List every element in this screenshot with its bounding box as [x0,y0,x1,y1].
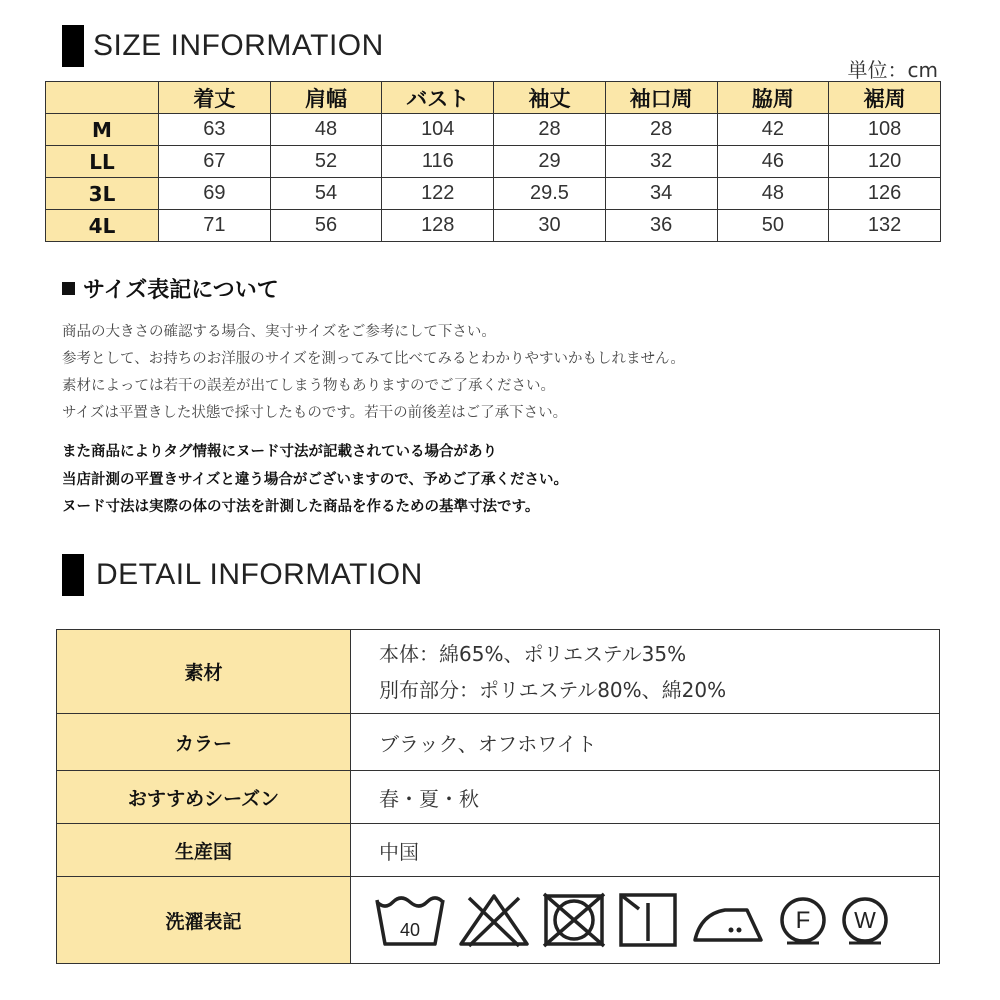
detail-value [351,877,940,964]
table-cell: 30 [494,210,606,242]
no-bleach-icon [457,892,531,948]
size-table [45,81,941,242]
detail-label: カラー [57,714,351,771]
size-label: 3L [46,178,159,210]
size-label: 4L [46,210,159,242]
table-cell: 126 [829,178,941,210]
column-header: 脇周 [717,82,829,114]
table-cell: 28 [605,114,717,146]
dry-clean-letter: F [795,907,811,934]
care-symbols [373,891,939,949]
table-cell: 54 [270,178,382,210]
material-line: 本体：綿65%、ポリエステル35% [379,641,687,666]
table-cell: 28 [494,114,606,146]
detail-value: ブラック、オフホワイト [351,714,940,771]
note-line: サイズは平置きした状態で採寸したものです。若干の前後差はご了承下さい。 [62,405,568,421]
size-table-header [46,82,941,114]
size-notes-bold [62,439,568,522]
detail-label: 生産国 [57,824,351,877]
detail-label: 洗濯表記 [57,877,351,964]
table-cell: 42 [717,114,829,146]
table-cell: 56 [270,210,382,242]
table-cell: 48 [270,114,382,146]
note-line: 参考として、お持ちのお洋服のサイズを測ってみて比べてみるとわかりやすいかもしれません。 [62,351,685,367]
table-row [46,146,941,178]
size-notes-title-text: サイズ表記について [83,278,279,303]
square-bullet-icon [62,282,75,295]
note-bold-line: また商品によりタグ情報にヌード寸法が記載されている場合があり [62,444,497,460]
size-notes [62,319,685,427]
table-cell: 116 [382,146,494,178]
section-marker [62,554,84,596]
detail-row-care [57,877,940,964]
table-cell: 34 [605,178,717,210]
note-line: 商品の大きさの確認する場合、実寸サイズをご参考にして下さい。 [62,324,496,340]
table-cell: 52 [270,146,382,178]
table-cell: 128 [382,210,494,242]
table-row [46,210,941,242]
table-cell: 120 [829,146,941,178]
note-bold-line: ヌード寸法は実際の体の寸法を計測した商品を作るための基準寸法です。 [62,499,540,515]
detail-row-origin [57,824,940,877]
column-header: 袖丈 [494,82,606,114]
table-cell: 36 [605,210,717,242]
column-header: 裾周 [829,82,941,114]
table-cell: 29.5 [494,178,606,210]
column-header: バスト [382,82,494,114]
iron-low-icon [689,894,767,946]
note-line: 素材によっては若干の誤差が出てしまう物もありますのでご了承ください。 [62,378,555,394]
detail-label: おすすめシーズン [57,771,351,824]
table-cell: 32 [605,146,717,178]
table-cell: 48 [717,178,829,210]
section-marker [62,25,84,67]
table-cell: 63 [159,114,271,146]
column-header: 着丈 [159,82,271,114]
detail-value: 春・夏・秋 [351,771,940,824]
wet-clean-letter: W [854,907,876,933]
line-dry-icon [617,891,679,949]
wash-tub-40-icon [373,892,447,948]
table-cell: 29 [494,146,606,178]
size-notes-title [62,273,279,304]
table-cell: 132 [829,210,941,242]
table-cell: 46 [717,146,829,178]
detail-value [351,630,940,714]
detail-row-material [57,630,940,714]
table-cell: 108 [829,114,941,146]
detail-row-color [57,714,940,771]
column-header: 肩幅 [270,82,382,114]
column-header: 袖口周 [605,82,717,114]
table-row [46,178,941,210]
table-cell: 122 [382,178,494,210]
detail-value: 中国 [351,824,940,877]
size-label: LL [46,146,159,178]
table-cell: 104 [382,114,494,146]
detail-table [56,629,940,964]
unit-label: 単位：cm [847,58,938,82]
dry-clean-f-icon [777,894,829,946]
material-line: 別布部分：ポリエステル80%、綿20% [379,677,727,702]
table-cell: 69 [159,178,271,210]
detail-section-title: DETAIL INFORMATION [96,558,423,591]
table-cell: 71 [159,210,271,242]
table-cell: 67 [159,146,271,178]
size-section-title: SIZE INFORMATION [93,29,384,62]
detail-label: 素材 [57,630,351,714]
wash-temp-text: 40 [399,920,421,940]
wet-clean-w-icon [839,894,891,946]
detail-row-season [57,771,940,824]
note-bold-line: 当店計測の平置きサイズと違う場合がございますので、予めご了承ください。 [62,471,569,488]
size-table-corner [46,82,159,114]
table-row [46,114,941,146]
table-cell: 50 [717,210,829,242]
size-label: M [46,114,159,146]
no-tumble-dry-icon [541,891,607,949]
